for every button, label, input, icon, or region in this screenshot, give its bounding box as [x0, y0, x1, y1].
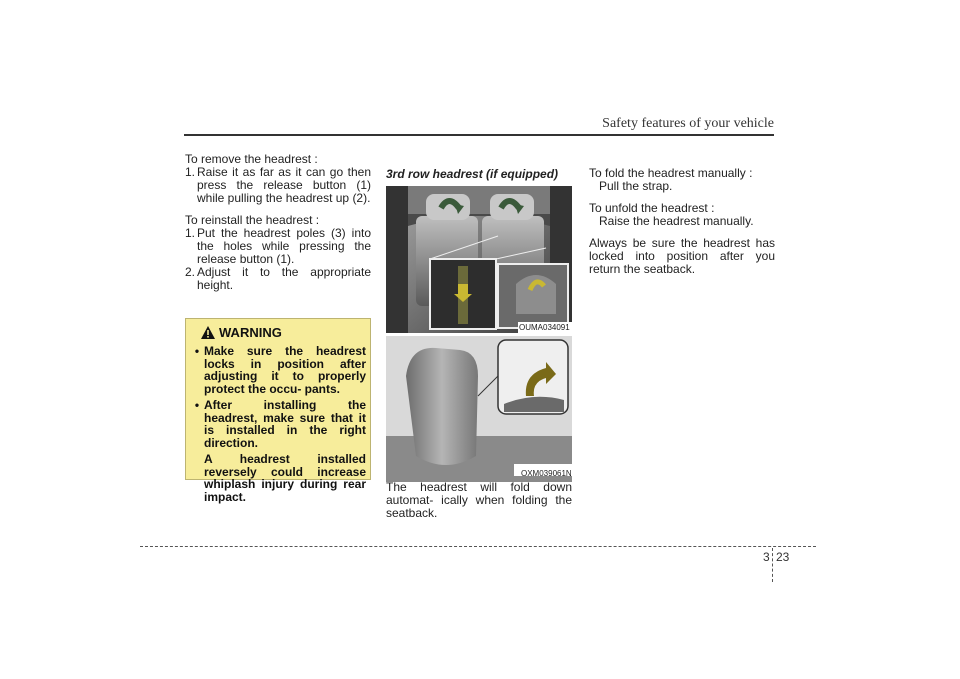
chapter-number: 3: [763, 550, 770, 564]
bullet: •: [194, 344, 200, 358]
warning-item-1: [190, 345, 366, 395]
unfold-intro: To unfold the headrest :: [589, 201, 715, 215]
step-number: 2.: [185, 265, 196, 279]
fold-action: Pull the strap.: [599, 179, 673, 193]
image-code: OUMA034091: [519, 323, 570, 332]
unfold-action: Raise the headrest manually.: [599, 214, 754, 228]
remove-instructions: [185, 153, 371, 292]
remove-step: [185, 166, 371, 205]
fold-intro: To fold the headrest manually :: [589, 166, 753, 180]
warning-item-text: Make sure the headrest locks in position after adjusting it to properly protect the occu- pants.: [204, 344, 366, 396]
warning-item-2-detail: A headrest installed reversely could increase whiplash injury during rear impact.: [204, 452, 366, 504]
image-code: OXM039061N: [521, 469, 572, 478]
section-heading: 3rd row headrest (if equipped): [386, 167, 559, 181]
third-row-seat-illustration: [386, 186, 572, 333]
warning-header: [201, 325, 282, 340]
warning-list: [190, 345, 366, 503]
reinstall-intro: To reinstall the headrest :: [185, 213, 320, 227]
footer-rule: [140, 546, 816, 547]
running-header-title: Safety features of your vehicle: [602, 116, 774, 131]
step-number: 1.: [185, 226, 196, 240]
step-number: 1.: [185, 165, 196, 179]
headrest-fold-illustration: [386, 336, 572, 482]
reinstall-step-1: [185, 227, 371, 266]
page-number: 23: [776, 550, 790, 564]
step-text: Put the headrest poles (3) into the holes while pressing the release button (1).: [197, 226, 371, 266]
remove-intro: To remove the headrest :: [185, 152, 318, 166]
step-text: Adjust it to the appropriate height.: [197, 265, 371, 292]
warning-triangle-icon: [201, 326, 215, 339]
bullet: •: [194, 398, 200, 412]
step-text: Raise it as far as it can go then press the release button (1) while pulling the headrest up (2).: [197, 165, 371, 205]
header-rule: [184, 134, 774, 136]
warning-box: [185, 318, 371, 504]
image-caption: The headrest will fold down automat- ically when folding the seatback.: [386, 480, 572, 520]
fold-instructions: [589, 167, 775, 276]
lock-note: Always be sure the headrest has locked into position after you return the seatback.: [589, 236, 775, 276]
page-number-divider: [772, 548, 773, 582]
warning-item-text: After installing the headrest, make sure that it is installed in the right direction.: [204, 398, 366, 450]
reinstall-step-2: [185, 266, 371, 292]
warning-item-2: [190, 399, 366, 449]
warning-title: WARNING: [219, 325, 282, 340]
